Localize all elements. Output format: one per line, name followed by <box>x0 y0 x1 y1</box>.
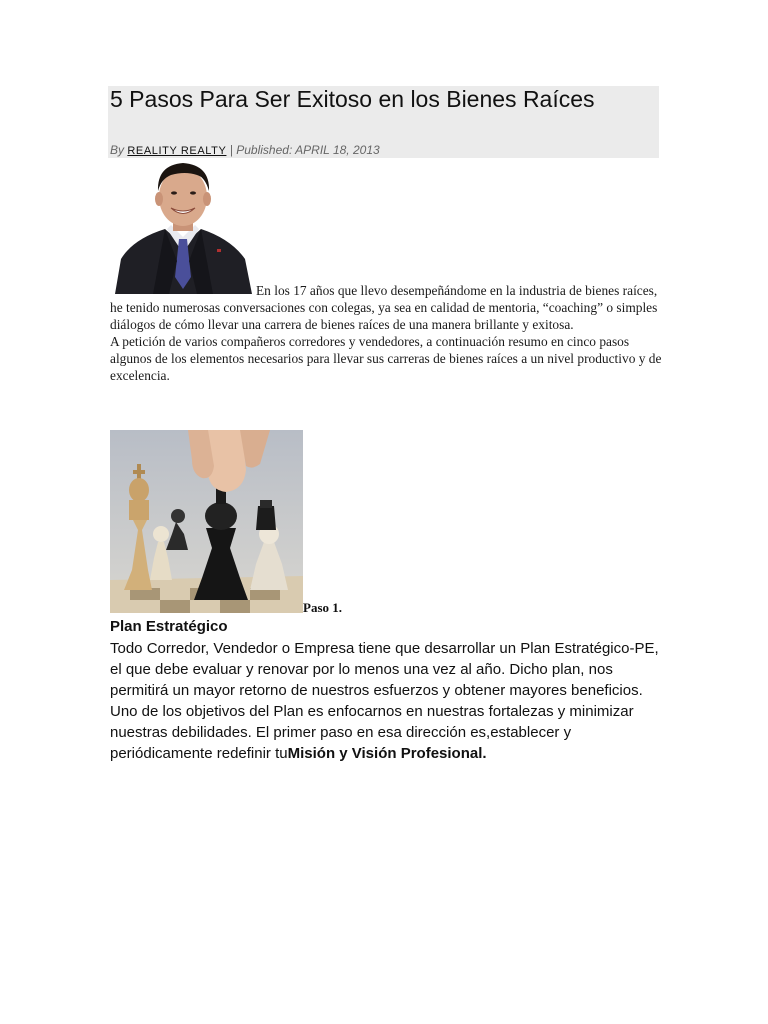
author-link[interactable]: REALITY REALTY <box>127 145 227 157</box>
step-1-body-text: Todo Corredor, Vendedor o Empresa tiene que desarrollar un Plan Estratégico-PE, el que debe evaluar y renovar por lo menos una vez al año. Dicho plan, nos permitirá un mayor retorno de nuestros esfuerzos y obtener mayores beneficios. Uno de los objetivos del Plan es enfocarnos en nuestras fortalezas y minimizar nuestras debilidades. El primer paso en esa dirección es,establecer y periódicamente redefinir tu <box>110 640 659 762</box>
byline-prefix: By <box>110 143 128 157</box>
mission-vision-emphasis: Misión y Visión Profesional. <box>287 745 487 762</box>
step-1-label: Paso 1. <box>303 600 342 615</box>
step-1-body <box>110 638 666 764</box>
author-photo <box>113 161 252 294</box>
chess-image <box>110 430 303 613</box>
intro-text <box>110 282 666 384</box>
byline-separator: | <box>226 143 237 157</box>
published-date: Published: APRIL 18, 2013 <box>236 143 380 157</box>
step-1-heading: Plan Estratégico <box>110 618 228 635</box>
intro-paragraph-1: En los 17 años que llevo desempeñándome en la industria de bienes raíces, he tenido numerosas conversaciones con colegas, ya sea en calidad de mentoria, “coaching” o simples diálogos de cómo llevar una carrera de bienes raíces de una manera brillante y exitosa. <box>110 283 658 332</box>
byline <box>110 143 380 158</box>
intro-paragraph-2: A petición de varios compañeros corredores y vendedores, a continuación resumo en cinco pasos algunos de los elementos necesarios para llevar sus carreras de bienes raíces a un nivel productivo y de excelencia. <box>110 334 662 383</box>
article-title: 5 Pasos Para Ser Exitoso en los Bienes Raíces <box>110 86 595 112</box>
